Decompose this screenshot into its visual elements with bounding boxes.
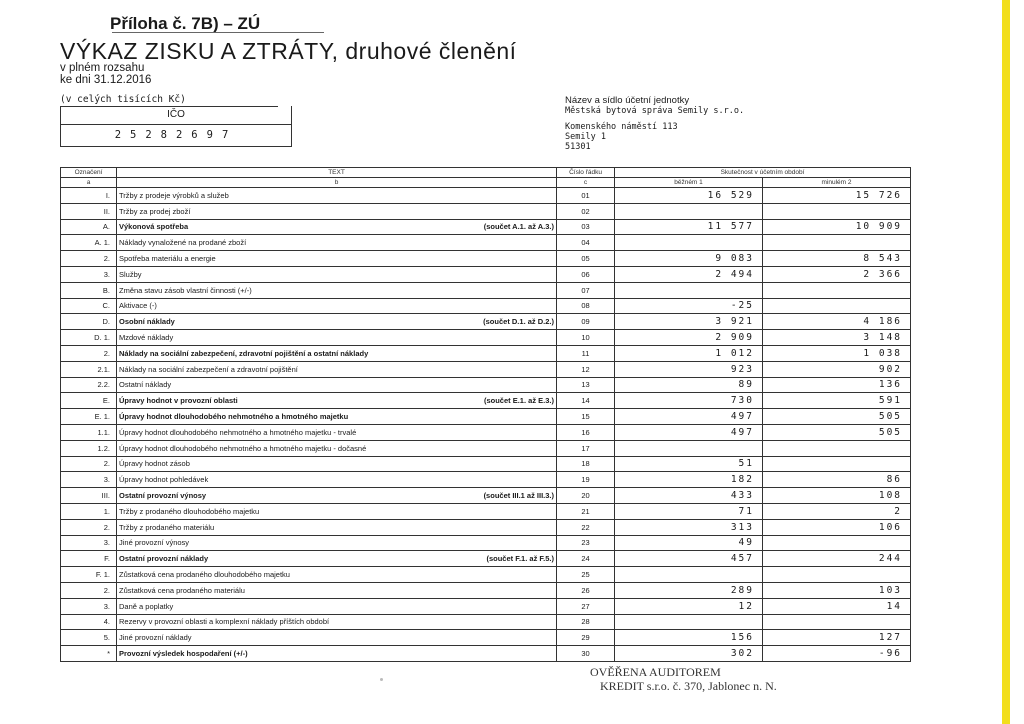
row-current-value: 1 012 [615,345,763,361]
row-mark: II. [61,203,117,219]
row-previous-value: 86 [763,472,911,488]
row-current-value: 9 083 [615,251,763,267]
row-previous-value: 591 [763,393,911,409]
table-row [61,377,911,393]
row-current-value: 497 [615,424,763,440]
table-row [61,266,911,282]
row-mark: 2. [61,456,117,472]
row-mark: 2.2. [61,377,117,393]
row-sum-note: (součet III.1 až III.3.) [483,491,554,501]
row-line-number: 08 [557,298,615,314]
row-previous-value [763,440,911,456]
table-row [61,361,911,377]
row-previous-value [763,535,911,551]
row-previous-value: 902 [763,361,911,377]
row-current-value: 49 [615,535,763,551]
row-previous-value [763,567,911,583]
ico-box [60,106,292,147]
row-previous-value: 1 038 [763,345,911,361]
header-a: a [61,178,117,188]
row-mark: 2. [61,582,117,598]
auditor-stamp-line1: OVĚŘENA AUDITOREM [590,665,721,679]
table-row [61,488,911,504]
row-line-number: 20 [557,488,615,504]
row-previous-value: 3 148 [763,330,911,346]
row-mark: 1.1. [61,424,117,440]
report-date: ke dni 31.12.2016 [60,74,152,86]
units-note: (v celých tisících Kč) [60,94,186,105]
table-row [61,456,911,472]
row-text: Úpravy hodnot dlouhodobého nehmotného a hmotného majetku - dočasné [117,440,557,456]
table-row [61,551,911,567]
row-sum-note: (součet F.1. až F.5.) [486,554,554,564]
row-mark: F. [61,551,117,567]
row-current-value: 156 [615,630,763,646]
row-text: Změna stavu zásob vlastní činnosti (+/-) [117,282,557,298]
table-row [61,646,911,662]
row-mark: 3. [61,535,117,551]
row-text: Zůstatková cena prodaného materiálu [117,582,557,598]
table-row [61,345,911,361]
row-current-value: 730 [615,393,763,409]
header-line-number: Číslo řádku [557,168,615,178]
row-mark: 1.2. [61,440,117,456]
row-text: Tržby z prodaného materiálu [117,519,557,535]
row-previous-value: -96 [763,646,911,662]
table-row [61,598,911,614]
row-line-number: 12 [557,361,615,377]
row-current-value: 51 [615,456,763,472]
row-text: Úpravy hodnot v provozní oblasti (součet E.1. až E.3.) [117,393,557,409]
organization-city: Semily 1 [565,132,606,142]
row-current-value: 302 [615,646,763,662]
row-current-value: 3 921 [615,314,763,330]
row-line-number: 14 [557,393,615,409]
row-line-number: 19 [557,472,615,488]
row-line-number: 10 [557,330,615,346]
row-text: Ostatní náklady [117,377,557,393]
table-row [61,440,911,456]
row-line-number: 07 [557,282,615,298]
row-line-number: 28 [557,614,615,630]
row-mark: 3. [61,598,117,614]
row-current-value: 497 [615,409,763,425]
header-text: TEXT [117,168,557,178]
row-text: Úpravy hodnot dlouhodobého nehmotného a hmotného majetku - trvalé [117,424,557,440]
table-row [61,393,911,409]
row-previous-value: 103 [763,582,911,598]
row-current-value: 923 [615,361,763,377]
row-text: Daně a poplatky [117,598,557,614]
table-row [61,219,911,235]
row-current-value: 313 [615,519,763,535]
row-mark: E. 1. [61,409,117,425]
row-text: Náklady na sociální zabezpečení, zdravotní pojištění a ostatní náklady [117,345,557,361]
table-row [61,503,911,519]
row-previous-value: 8 543 [763,251,911,267]
organization-name: Městská bytová správa Semily s.r.o. [565,106,745,116]
row-current-value: 71 [615,503,763,519]
row-text: Jiné provozní výnosy [117,535,557,551]
table-row [61,630,911,646]
table-row [61,203,911,219]
table-row [61,409,911,425]
auditor-stamp-line2: KREDIT s.r.o. č. 370, Jablonec n. N. [600,679,777,693]
row-text: Ostatní provozní výnosy (součet III.1 až III.3.) [117,488,557,504]
report-subtitle: v plném rozsahu [60,62,145,74]
row-mark: * [61,646,117,662]
row-previous-value: 2 366 [763,266,911,282]
row-previous-value: 106 [763,519,911,535]
row-text: Spotřeba materiálu a energie [117,251,557,267]
row-current-value: 182 [615,472,763,488]
profit-loss-table [60,167,911,662]
table-row [61,424,911,440]
row-previous-value: 505 [763,409,911,425]
row-text: Úpravy hodnot dlouhodobého nehmotného a hmotného majetku [117,409,557,425]
ico-label: IČO [61,106,291,125]
row-line-number: 02 [557,203,615,219]
row-mark: 2.1. [61,361,117,377]
header-previous: minulém 2 [763,178,911,188]
organization-heading: Název a sídlo účetní jednotky [565,95,690,106]
table-row [61,314,911,330]
row-text: Tržby z prodeje výrobků a služeb [117,188,557,204]
row-text: Náklady vynaložené na prodané zboží [117,235,557,251]
row-sum-note: (součet A.1. až A.3.) [483,222,554,232]
header-current: běžném 1 [615,178,763,188]
row-mark: 2. [61,519,117,535]
table-row [61,188,911,204]
row-line-number: 24 [557,551,615,567]
row-text: Výkonová spotřeba (součet A.1. až A.3.) [117,219,557,235]
row-line-number: 04 [557,235,615,251]
header-c: c [557,178,615,188]
row-line-number: 05 [557,251,615,267]
row-previous-value: 505 [763,424,911,440]
table-row [61,298,911,314]
row-previous-value: 108 [763,488,911,504]
row-mark: A. 1. [61,235,117,251]
organization-zip: 51301 [565,142,591,152]
row-previous-value: 136 [763,377,911,393]
row-mark: 2. [61,251,117,267]
row-line-number: 01 [557,188,615,204]
row-sum-note: (součet D.1. až D.2.) [483,317,554,327]
row-previous-value [763,235,911,251]
table-row [61,519,911,535]
row-line-number: 09 [557,314,615,330]
table-row [61,535,911,551]
row-current-value: 2 494 [615,266,763,282]
row-current-value: 16 529 [615,188,763,204]
row-current-value: 2 909 [615,330,763,346]
header-b: b [117,178,557,188]
row-text: Rezervy v provozní oblasti a komplexní náklady příštích období [117,614,557,630]
row-text: Úpravy hodnot pohledávek [117,472,557,488]
row-line-number: 13 [557,377,615,393]
row-line-number: 29 [557,630,615,646]
row-previous-value [763,456,911,472]
row-mark: 3. [61,472,117,488]
row-mark: D. [61,314,117,330]
row-mark: B. [61,282,117,298]
row-previous-value [763,203,911,219]
row-text: Služby [117,266,557,282]
row-line-number: 18 [557,456,615,472]
row-previous-value: 2 [763,503,911,519]
page-edge-bar [1002,0,1010,724]
row-sum-note: (součet E.1. až E.3.) [483,396,554,406]
row-text: Tržby z prodaného dlouhodobého majetku [117,503,557,519]
row-mark: A. [61,219,117,235]
row-mark: I. [61,188,117,204]
row-mark: D. 1. [61,330,117,346]
row-line-number: 22 [557,519,615,535]
row-previous-value [763,614,911,630]
row-current-value [615,567,763,583]
row-previous-value: 127 [763,630,911,646]
table-row [61,251,911,267]
row-text: Úpravy hodnot zásob [117,456,557,472]
row-mark: III. [61,488,117,504]
header-actual: Skutečnost v účetním období [615,168,911,178]
row-line-number: 26 [557,582,615,598]
row-mark: 1. [61,503,117,519]
table-row [61,567,911,583]
row-line-number: 17 [557,440,615,456]
annex-label: Příloha č. 7B) – ZÚ [110,14,261,33]
row-current-value [615,235,763,251]
row-line-number: 16 [557,424,615,440]
row-line-number: 25 [557,567,615,583]
row-mark: 3. [61,266,117,282]
row-line-number: 11 [557,345,615,361]
row-previous-value: 14 [763,598,911,614]
row-mark: 5. [61,630,117,646]
table-row [61,282,911,298]
row-previous-value: 244 [763,551,911,567]
row-previous-value: 15 726 [763,188,911,204]
row-current-value [615,440,763,456]
organization-block [565,96,744,152]
table-row [61,330,911,346]
row-text: Ostatní provozní náklady (součet F.1. až F.5.) [117,551,557,567]
scan-speck [380,678,383,681]
row-text: Zůstatková cena prodaného dlouhodobého majetku [117,567,557,583]
row-current-value: 433 [615,488,763,504]
table-row [61,614,911,630]
row-line-number: 15 [557,409,615,425]
row-mark: 4. [61,614,117,630]
row-text: Tržby za prodej zboží [117,203,557,219]
row-current-value [615,614,763,630]
row-line-number: 30 [557,646,615,662]
row-text: Osobní náklady (součet D.1. až D.2.) [117,314,557,330]
report-title: VÝKAZ ZISKU A ZTRÁTY, druhové členění [60,38,517,64]
row-text: Mzdové náklady [117,330,557,346]
row-current-value: 457 [615,551,763,567]
row-line-number: 27 [557,598,615,614]
header-oznaceni: Označení [61,168,117,178]
row-current-value: 289 [615,582,763,598]
row-text: Provozní výsledek hospodaření (+/-) [117,646,557,662]
row-current-value: 89 [615,377,763,393]
table-row [61,235,911,251]
annex-underline [112,32,324,33]
row-current-value: 11 577 [615,219,763,235]
row-current-value [615,282,763,298]
row-mark: F. 1. [61,567,117,583]
row-previous-value: 4 186 [763,314,911,330]
row-line-number: 23 [557,535,615,551]
row-line-number: 21 [557,503,615,519]
row-mark: E. [61,393,117,409]
row-previous-value: 10 909 [763,219,911,235]
table-row [61,582,911,598]
row-mark: C. [61,298,117,314]
row-current-value [615,203,763,219]
row-text: Náklady na sociální zabezpečení a zdravotní pojištění [117,361,557,377]
row-line-number: 06 [557,266,615,282]
row-line-number: 03 [557,219,615,235]
row-text: Aktivace (-) [117,298,557,314]
row-previous-value [763,282,911,298]
organization-street: Komenského náměstí 113 [565,122,678,132]
row-previous-value [763,298,911,314]
row-text: Jiné provozní náklady [117,630,557,646]
row-current-value: 12 [615,598,763,614]
table-row [61,472,911,488]
row-mark: 2. [61,345,117,361]
row-current-value: -25 [615,298,763,314]
ico-value: 25282697 [114,129,238,141]
